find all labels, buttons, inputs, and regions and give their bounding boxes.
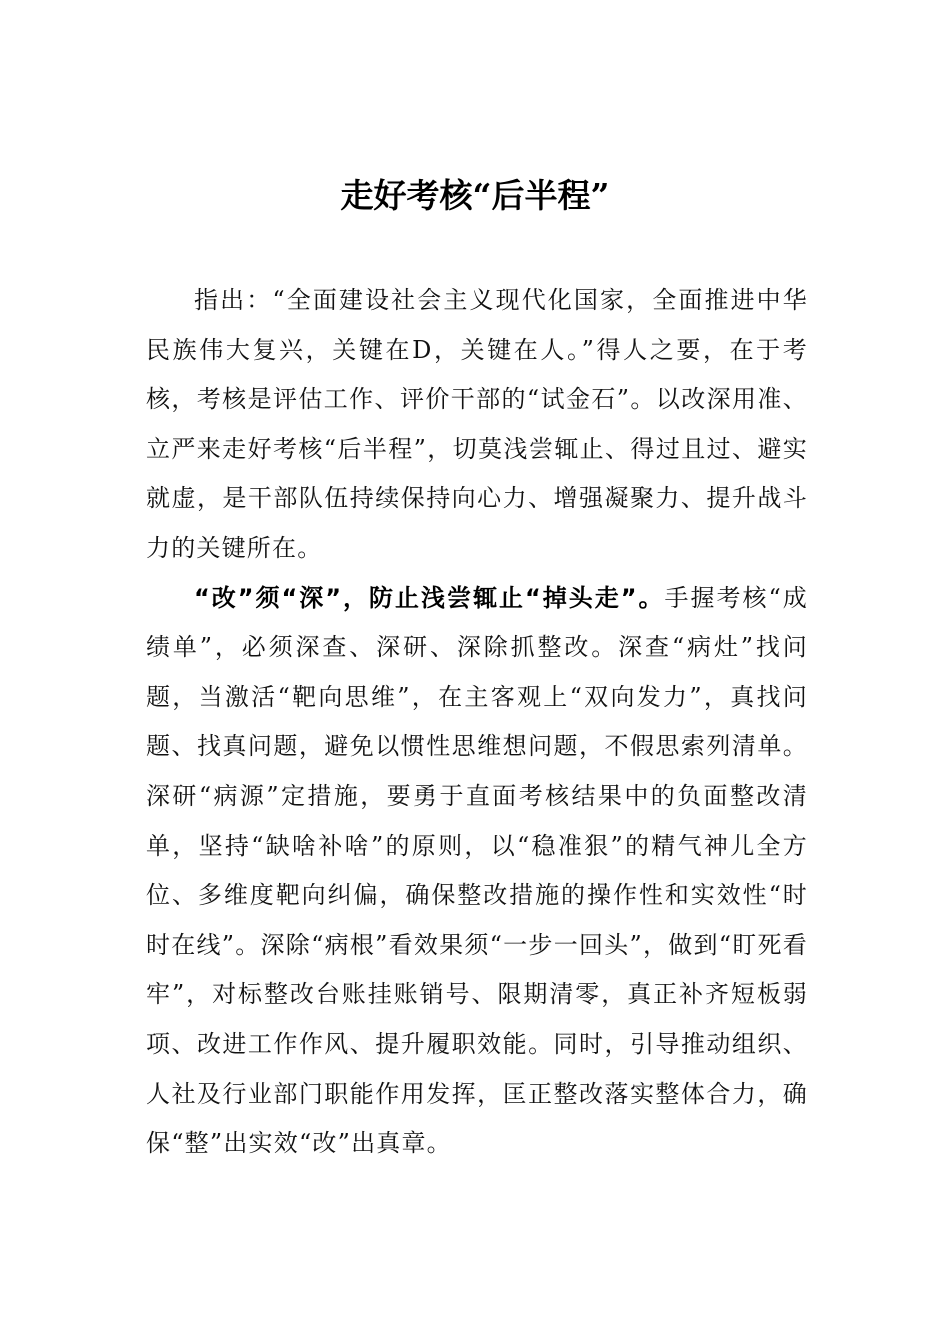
paragraph-lead-heading: “改”须“深”，防止浅尝辄止“掉头走”。 — [194, 583, 665, 612]
document-title: 走好考核“后半程” — [340, 176, 610, 215]
paragraph-intro — [146, 276, 808, 574]
paragraph-text: 指出：“全面建设社会主义现代化国家，全面推进中华民族伟大复兴，关键在D，关键在人。”得人之要，在于考核，考核是评估工作、评价干部的“试金石”。以改深用准、立严来走好考核“后半程”，切莫浅尝辄止、得过且过、避实就虚，是干部队伍持续保持向心力、增强凝聚力、提升战斗力的关键所在。 — [146, 286, 808, 562]
document-body — [146, 276, 808, 1169]
paragraph-reform — [146, 574, 808, 1169]
paragraph-text: 手握考核“成绩单”，必须深查、深研、深除抓整改。深查“病灶”找问题，当激活“靶向思维”，在主客观上“双向发力”，真找问题、找真问题，避免以惯性思维想问题，不假思索列清单。深研“病源”定措施，要勇于直面考核结果中的负面整改清单，坚持“缺啥补啥”的原则，以“稳准狠”的精气神儿全方位、多维度靶向纠偏，确保整改措施的操作性和实效性“时时在线”。深除“病根”看效果须“一步一回头”，做到“盯死看牢”，对标整改台账挂账销号、限期清零，真正补齐短板弱项、改进工作作风、提升履职效能。同时，引导推动组织、人社及行业部门职能作用发挥，匡正整改落实整体合力，确保“整”出实效“改”出真章。 — [146, 583, 808, 1158]
